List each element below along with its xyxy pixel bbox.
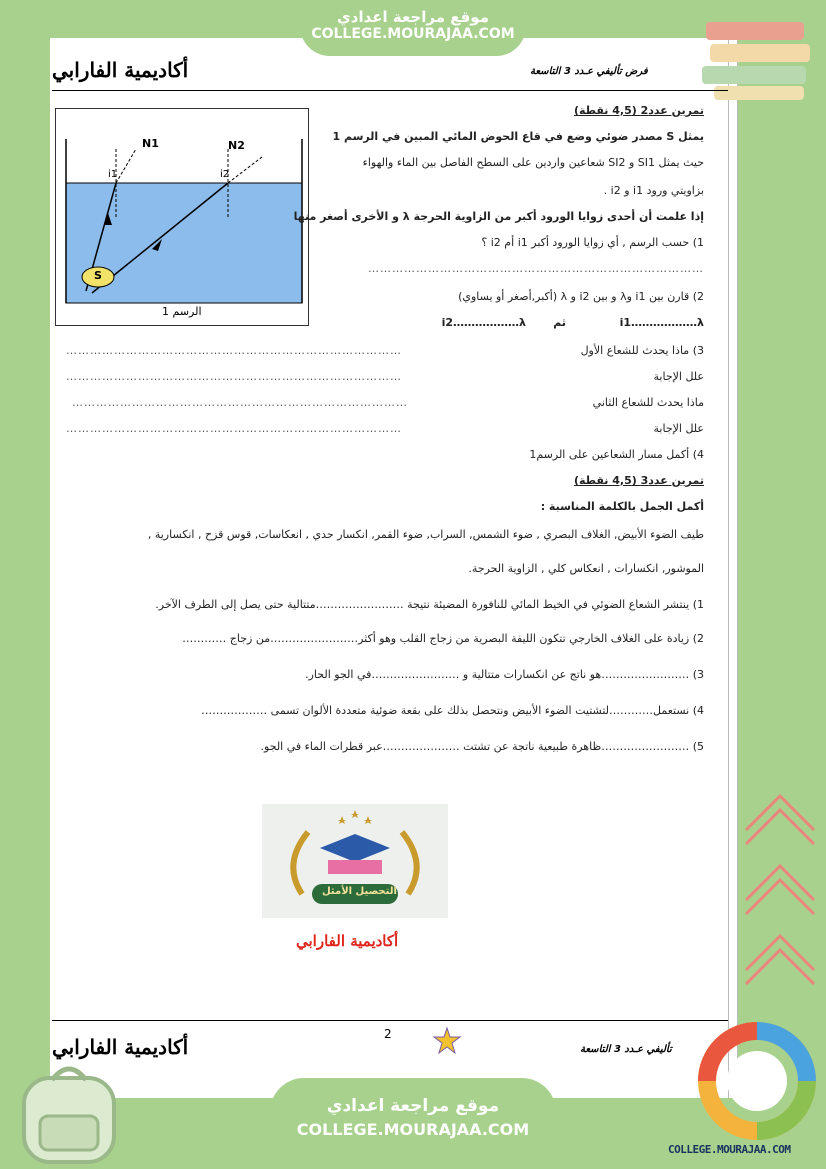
academy-logo [262,804,448,918]
ex2-q3-justify-dots: ………………………………………………………………………… [66,370,402,383]
ex3-word-bank-2: الموشور, انكسارات , انعكاس كلي , الزاوية الحرجة. [468,562,704,575]
ex2-q1: 1) حسب الرسم , أي زوايا الورود أكبر i1 أم i2 ؟ [481,236,704,249]
ex2-q1-answer: ………………………………………………………………………… [368,262,704,275]
site-arabic-name-bottom: موقع مراجعة اعدادي [326,1096,500,1116]
footer-rule [52,1020,728,1021]
header-exam-title: فرض تأليفي عـدد 3 التاسعة [530,66,648,77]
site-banner-bottom[interactable] [270,1078,556,1158]
ex2-line4: إذا علمت أن أحدى زوايا الورود أكبر من الزاوية الحرجة λ و الأخرى أصغر منها [293,210,704,223]
ex2-line1: يمثل S مصدر ضوئي وضع في قاع الحوض المائي المبين في الرسم 1 [332,130,704,143]
footer-school-name: أكاديمية الفارابي [52,1035,189,1059]
ex2-q2-blank-a: i1………………λ [619,316,704,329]
page-number: 2 [384,1027,392,1041]
ex3-sentence-1: 1) ينتشر الشعاع الضوئي في الخيط المائي للنافورة المضيئة نتيجة ……………………متتالية حتى يصل إلى الطرف الآخر. [155,598,704,611]
logo-ribbon-text: التحصيل الأمثل [322,886,397,897]
ex3-sentence-4: 4) نستعمل…………لتشتيت الضوء الأبيض ونتحصل بذلك على بقعة ضوئية متعددة الألوان تسمى ……………… [201,704,704,717]
footer-exam-title: تأليفي عـدد 3 التاسعة [580,1044,672,1055]
label-i2: i2 [220,169,230,180]
ex2-title: تمرين عدد2 (4,5 نقطة) [573,104,704,117]
brand-domain[interactable]: COLLEGE.MOURAJAA.COM [668,1143,791,1156]
ex2-q3-dots: ………………………………………………………………………… [66,344,402,357]
diagram-svg [56,109,308,325]
label-s: S [94,269,102,282]
laurel-graduation-icon [262,804,448,918]
logo-caption: أكاديمية الفارابي [296,932,399,950]
site-domain-bottom: COLLEGE.MOURAJAA.COM [296,1120,530,1139]
site-arabic-name: موقع مراجعة اعدادي [337,8,489,26]
right-margin-strip [728,38,738,1098]
ex2-line3: بزاويتي ورود i1 و i2 . [603,184,704,197]
ex2-q3-second: ماذا يحدث للشعاع الثاني [592,396,704,409]
ex3-sentence-5: 5) ……………………ظاهرة طبيعية ناتجة عن تشتت …………………عبر قطرات الماء في الجو. [260,740,704,753]
star-pin-icon [432,1026,462,1056]
site-banner-top[interactable] [300,0,526,56]
label-n1: N1 [142,137,159,150]
ex2-q3-justify2: علل الإجابة [653,422,704,435]
label-i1: i1 [108,169,118,180]
site-domain: COLLEGE.MOURAJAA.COM [311,26,515,42]
diagram-caption: الرسم 1 [162,305,202,318]
ex2-q2-blank-b: i2………………λ [441,316,526,329]
refraction-diagram [55,108,309,326]
ex2-q2-then: ثم [553,316,566,329]
ex2-q3-justify: علل الإجابة [653,370,704,383]
ex3-instruction: أكمل الجمل بالكلمة المناسبة : [540,500,704,513]
ex2-line2: حيث يمثل SI1 و SI2 شعاعين واردين على السطح الفاصل بين الماء والهواء [362,156,704,169]
label-n2: N2 [228,139,245,152]
ex3-sentence-2: 2) زيادة على الغلاف الخارجي تتكون الليفة البصرية من زجاج القلب وهو أكثر……………………من زجاج ………… [182,632,704,645]
backpack-icon [14,1058,124,1166]
education-ring-icon [698,1022,816,1140]
ex3-title: تمرين عدد3 (4,5 نقطة) [573,474,704,487]
header-rule [52,90,728,91]
ex2-q4: 4) أكمل مسار الشعاعين على الرسم1 [529,448,704,461]
ex3-word-bank-1: طيف الضوء الأبيض, الغلاف البصري , ضوء الشمس, السراب, ضوء القمر, انكسار حدي , انعكاسات, قوس قزح , انكسارية , [147,528,704,541]
chevron-decoration-icon [740,790,820,1030]
ex2-q3-second-dots: ………………………………………………………………………… [72,396,408,409]
ex2-q3-justify2-dots: ………………………………………………………………………… [66,422,402,435]
ex3-sentence-3: 3) ……………………هو ناتج عن انكسارات متتالية و ……………………في الجو الحار. [305,668,704,681]
ex2-q3: 3) ماذا يحدث للشعاع الأول [580,344,704,357]
header-school-name: أكاديمية الفارابي [52,58,189,82]
ex2-q2: 2) قارن بين i1 وλ و بين i2 و λ (أكبر,أصغر أو يساوي) [458,290,704,303]
